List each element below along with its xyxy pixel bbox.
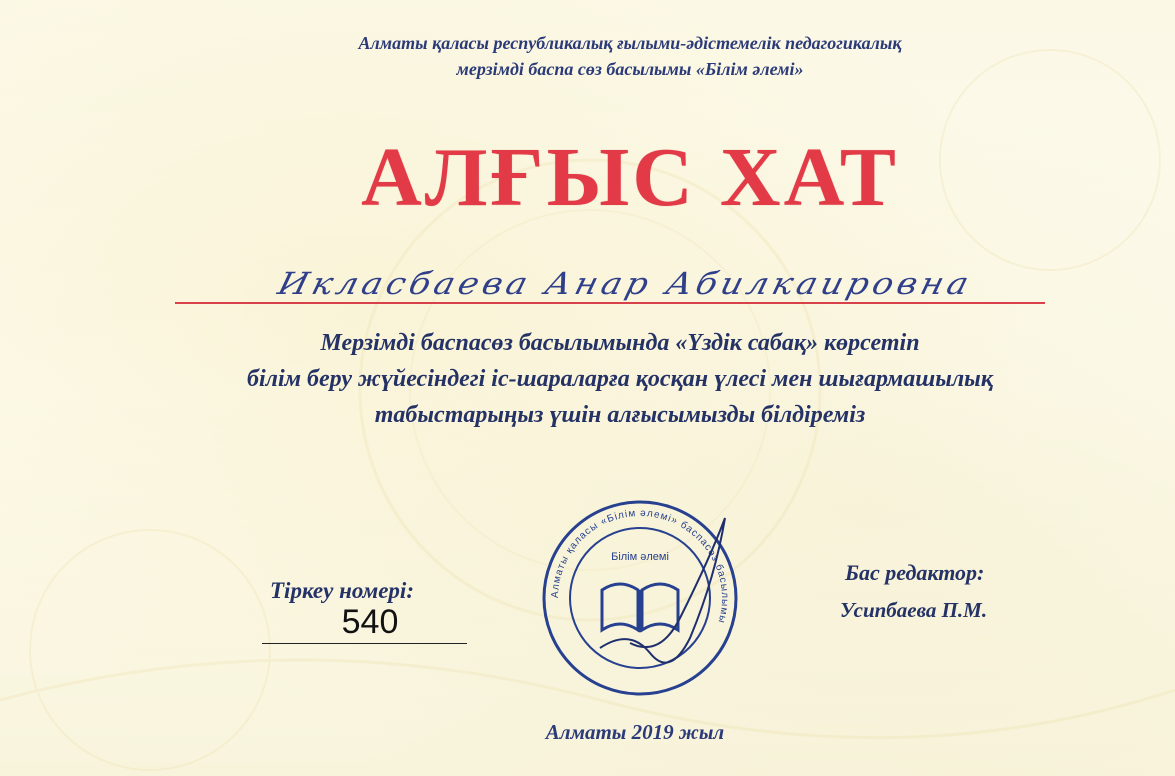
publisher-line-2: мерзімді баспа сөз басылымы «Білім әлемі» bbox=[456, 59, 804, 79]
editor-name: Усипбаева П.М. bbox=[840, 598, 988, 622]
body-line-1: Мерзімді баспасөз басылымында «Үздік сабақ» көрсетіп bbox=[320, 330, 920, 356]
registration-label: Тіркеу номері: bbox=[270, 578, 414, 603]
registration-underline bbox=[262, 643, 467, 644]
body-line-2: білім беру жүйесіндегі іс-шараларға қосқан үлесі мен шығармашылық bbox=[246, 366, 993, 392]
body-line-3: табыстарыңыз үшін алғысымызды білдіреміз bbox=[374, 402, 866, 428]
book-icon bbox=[602, 584, 678, 632]
publisher-heading bbox=[150, 30, 1110, 82]
editor-label: Бас редактор: bbox=[845, 560, 985, 585]
recipient-underline bbox=[175, 302, 1045, 304]
stamp-center-text: Білім әлемі bbox=[611, 551, 669, 563]
stamp-ring-text: Алматы қаласы «Білім әлемі» баспасөз басылымы bbox=[549, 507, 731, 625]
publisher-line-1: Алматы қаласы республикалық ғылыми-әдістемелік педагогикалық bbox=[358, 33, 902, 53]
registration-number: 540 bbox=[341, 603, 399, 641]
recipient-name: Икласбаева Анар Абилкаировна bbox=[274, 266, 977, 303]
official-stamp bbox=[540, 498, 740, 698]
certificate-body bbox=[120, 325, 1120, 433]
certificate-title: АЛҒЫС ХАТ bbox=[361, 131, 899, 224]
footer-city-year: Алматы 2019 жыл bbox=[545, 720, 725, 744]
